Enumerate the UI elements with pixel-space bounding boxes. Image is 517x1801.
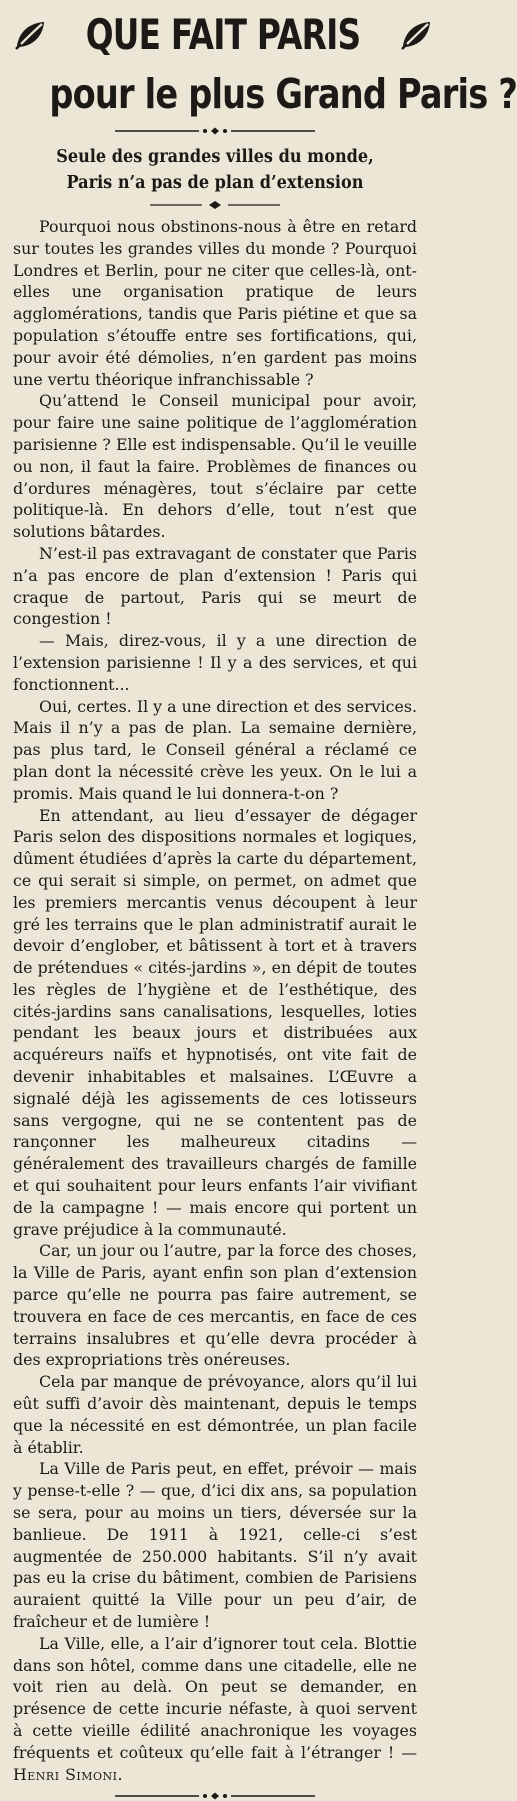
leaf-ornament-right-icon bbox=[399, 18, 433, 52]
article-paragraph-1: Pourquoi nous obstinons-nous à être en retard sur toutes les grandes villes du monde ? Pourquoi Londres et Berlin, pour ne citer que celles-là, ont-elles une organisation pratique de leurs agglomérations, tandis que Paris piétine et que sa population s’étouffe entre ses fortifications, qui, pour avoir été démolies, n’en gardent pas moins une vertu théorique infranchissable ? bbox=[13, 217, 417, 389]
headline-row bbox=[13, 6, 417, 64]
article-paragraph-4: — Mais, direz-vous, il y a une direction de l’extension parisienne ! Il y a des services, et qui fonctionnent... bbox=[13, 631, 417, 694]
bottom-ornamental-rule-icon bbox=[115, 1791, 315, 1801]
article-paragraph-10-text: La Ville, elle, a l’air d’ignorer tout cela. Blottie dans son hôtel, comme dans une citadelle, elle ne voit rien au delà. On peut se demander, en présence de cette incurie néfaste, à quoi servent à cette vieille édilité anachronique les voyages fréquents et coûteux qu’elle fait à l’étranger ! — bbox=[13, 1633, 417, 1762]
headline-line-2: pour le plus Grand Paris ? bbox=[49, 70, 517, 118]
headline-line-1: QUE FAIT PARIS bbox=[85, 10, 361, 59]
article-paragraph-6: En attendant, au lieu d’essayer de dégager Paris selon des dispositions normales et logiques, dûment étudiées d’après la carte du département, ce qui serait si simple, on permet, on admet que les premiers mercantis venus découpent à leur gré les terrains que le plan administratif aurait le devoir d’englober, et bâtissent à tort et à travers de prétendues « cités-jardins », en dépit de toutes les règles de l’hygiène et de l’esthétique, des cités-jardins sans canalisations, lesquelles, loties pendant les beaux jours et distribuées aux acquéreurs naïfs et hypnotisés, ont vite fait de devenir inhabitables et malsaines. L’Œuvre a signalé déjà les agissements de ces lotisseurs sans vergogne, qui ne se contentent pas de rançonner les malheureux citadins — généralement des travailleurs chargés de famille et qui souhaitent pour leurs enfants l’air vivifiant de la campagne ! — mais encore qui portent un grave préjudice à la communauté. bbox=[13, 805, 417, 1239]
leaf-ornament-left-icon bbox=[13, 18, 47, 52]
subheadline-line-2: Paris n’a pas de plan d’extension bbox=[66, 173, 364, 193]
author-signature: Henri Simoni. bbox=[13, 1764, 124, 1784]
article-paragraph-5: Oui, certes. Il y a une direction et des services. Mais il n’y a pas de plan. La semaine dernière, pas plus tard, le Conseil général a réclamé ce plan dont la nécessité crève les yeux. On le lui a promis. Mais quand le lui donnera-t-on ? bbox=[13, 696, 417, 803]
article-paragraph-8: Cela par manque de prévoyance, alors qu’il lui eût suffi d’avoir dès maintenant, depuis le temps que la nécessité en est démontrée, un plan facile à établir. bbox=[13, 1372, 417, 1457]
article-paragraph-3: N’est-il pas extravagant de constater que Paris n’a pas encore de plan d’extension ! Paris qui craque de partout, Paris qui se meurt de congestion ! bbox=[13, 543, 417, 629]
article-paragraph-9: La Ville de Paris peut, en effet, prévoir — mais y pense-t-elle ? — que, d’ici dix ans, sa population se sera, pour au moins un tiers, déversée sur la banlieue. De 1911 à 1921, celle-ci s’est augmentée de 250.000 habitants. S’il n’y avait pas eu la crise du bâtiment, combien de Parisiens auraient quitté la Ville pour un peu d’air, de fraîcheur et de lumière ! bbox=[13, 1459, 417, 1631]
article-paragraph-10 bbox=[13, 1633, 417, 1786]
subheadline-line-1: Seule des grandes villes du monde, bbox=[56, 147, 374, 167]
article-body bbox=[13, 216, 417, 1785]
ornamental-rule-small-icon bbox=[150, 200, 280, 210]
ornamental-rule-icon bbox=[115, 126, 315, 136]
article-paragraph-2: Qu’attend le Conseil municipal pour avoir, pour faire une saine politique de l’agglomération parisienne ? Elle est indispensable. Qu’il le veuille ou non, il faut la faire. Problèmes de finances ou d’ordures ménagères, tout s’éclaire par cette politique-là. En dehors d’elle, tout n’est que solutions bâtardes. bbox=[13, 391, 417, 542]
article-paragraph-7: Car, un jour ou l’autre, par la force des choses, la Ville de Paris, ayant enfin son plan d’extension parce qu’elle ne pourra pas faire autrement, se trouvera en face de ces mercantis, en face de ces terrains insalubres et qu’elle devra procéder à des expropriations très onéreuses. bbox=[13, 1241, 417, 1370]
